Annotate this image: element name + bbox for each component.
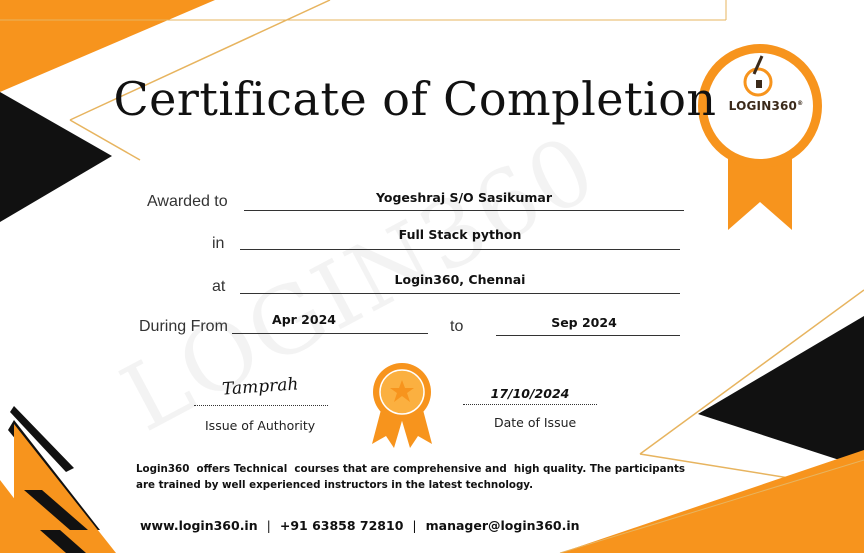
awarded-label: Awarded to [147,193,228,210]
email-link[interactable]: manager@login360.in [425,518,580,533]
institute-name: Login360, Chennai [394,272,526,287]
rule [240,249,680,250]
from-label: During From [139,318,228,335]
award-medal-icon [368,362,436,448]
separator: | [412,518,417,533]
logo-badge [690,34,830,230]
from-date: Apr 2024 [272,312,336,327]
signature-rule [194,405,328,406]
issue-date: 17/10/2024 [490,386,570,401]
date-label: Date of Issue [494,415,577,430]
date-rule [463,404,597,405]
logo-brand [708,99,824,113]
to-date: Sep 2024 [551,315,617,330]
course-name: Full Stack python [398,227,522,242]
description-line-2: are trained by well experienced instructors in the latest technology. [136,479,533,491]
footer-contacts [140,518,580,533]
separator: | [266,518,271,533]
signature: Tamprah [221,374,299,400]
rule [496,335,680,336]
in-label: in [212,235,225,252]
authority-label: Issue of Authority [205,418,316,433]
to-label: to [450,318,464,335]
black-triangle-right [698,316,864,468]
rule [232,333,428,334]
rule [244,210,684,211]
description [136,461,686,493]
logo-trademark: ® [797,100,804,107]
description-line-1: Login360 offers Technical courses that are comprehensive and high quality. The participants [136,463,686,475]
website-link[interactable]: www.login360.in [140,518,258,533]
recipient-name: Yogeshraj S/O Sasikumar [375,190,553,205]
certificate-title: Certificate of Completion [113,72,717,126]
at-label: at [212,278,226,295]
logo-brand-text: LOGIN360 [728,99,798,113]
phone-number[interactable]: +91 63858 72810 [279,518,404,533]
rule [240,293,680,294]
